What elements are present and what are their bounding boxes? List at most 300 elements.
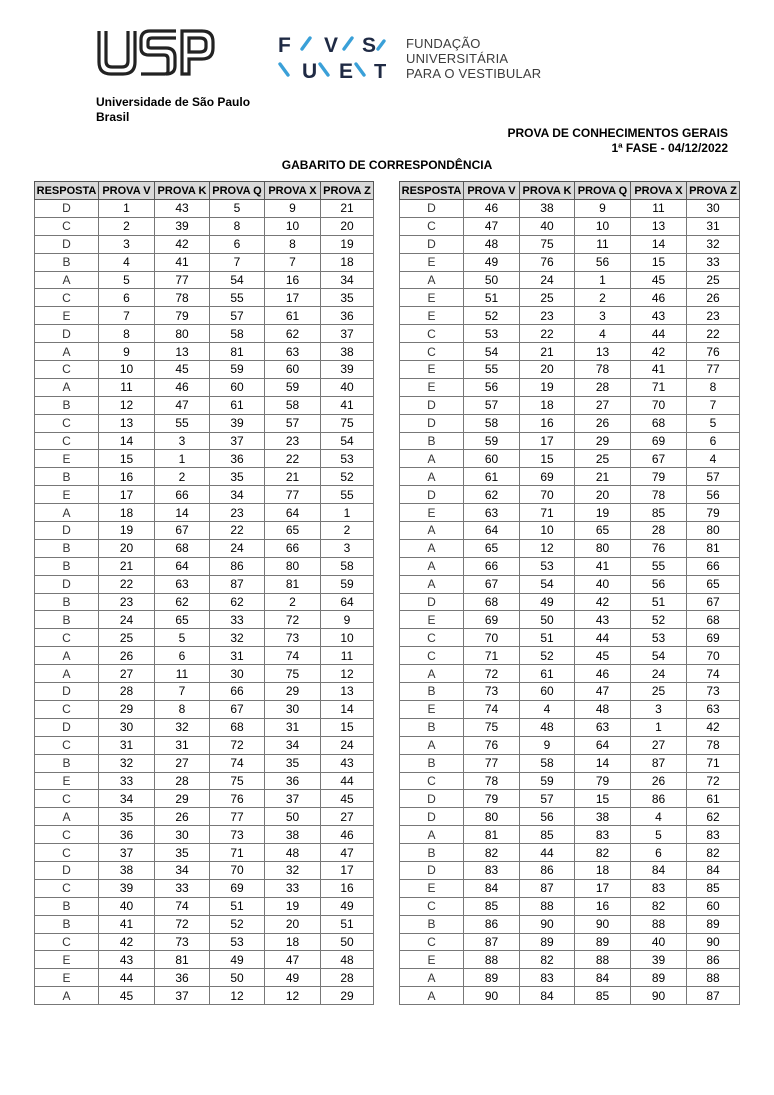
cell-prova-v: 45 (99, 987, 155, 1005)
cell-prova-q: 12 (210, 987, 265, 1005)
cell-prova-k: 90 (520, 915, 575, 933)
table-row (400, 325, 740, 343)
cell-resposta: C (400, 933, 464, 951)
cell-prova-x: 19 (265, 897, 321, 915)
cell-prova-z: 51 (321, 915, 374, 933)
cell-prova-z: 66 (687, 557, 740, 575)
cell-prova-x: 12 (265, 987, 321, 1005)
cell-prova-q: 62 (210, 593, 265, 611)
cell-prova-v: 33 (99, 772, 155, 790)
table-row (400, 861, 740, 879)
cell-prova-x: 47 (265, 951, 321, 969)
cell-prova-x: 37 (265, 790, 321, 808)
cell-resposta: E (400, 307, 464, 325)
cell-prova-x: 55 (631, 557, 687, 575)
cell-resposta: A (35, 271, 99, 289)
cell-prova-x: 83 (631, 879, 687, 897)
cell-resposta: C (35, 629, 99, 647)
cell-resposta: B (35, 915, 99, 933)
table-row (35, 343, 374, 361)
svg-text:U: U (302, 60, 318, 83)
table-row (400, 235, 740, 253)
table-row (35, 325, 374, 343)
cell-prova-x: 14 (631, 235, 687, 253)
cell-prova-k: 43 (155, 200, 210, 218)
cell-prova-x: 63 (265, 343, 321, 361)
cell-prova-x: 20 (265, 915, 321, 933)
cell-prova-x: 60 (265, 361, 321, 379)
cell-prova-v: 58 (464, 414, 520, 432)
cell-prova-v: 24 (99, 611, 155, 629)
cell-prova-k: 10 (520, 522, 575, 540)
cell-prova-v: 31 (99, 736, 155, 754)
cell-prova-q: 51 (210, 897, 265, 915)
cell-prova-x: 34 (265, 736, 321, 754)
cell-prova-z: 84 (687, 861, 740, 879)
table-row (35, 933, 374, 951)
cell-prova-z: 44 (321, 772, 374, 790)
cell-prova-z: 35 (321, 289, 374, 307)
cell-prova-q: 33 (210, 611, 265, 629)
cell-prova-z: 20 (321, 217, 374, 235)
table-row (400, 772, 740, 790)
cell-prova-z: 7 (687, 396, 740, 414)
cell-prova-k: 85 (520, 826, 575, 844)
cell-resposta: C (400, 343, 464, 361)
cell-prova-v: 63 (464, 504, 520, 522)
cell-prova-q: 10 (575, 217, 631, 235)
cell-prova-v: 46 (464, 200, 520, 218)
cell-prova-z: 1 (321, 504, 374, 522)
cell-prova-x: 65 (265, 522, 321, 540)
cell-prova-v: 16 (99, 468, 155, 486)
cell-prova-k: 64 (155, 557, 210, 575)
cell-prova-k: 62 (155, 593, 210, 611)
cell-prova-v: 19 (99, 522, 155, 540)
table-row (400, 343, 740, 361)
fuvest-name-line-2: UNIVERSITÁRIA (406, 51, 509, 66)
cell-resposta: C (35, 826, 99, 844)
cell-prova-v: 62 (464, 486, 520, 504)
cell-prova-k: 4 (520, 700, 575, 718)
cell-prova-x: 72 (265, 611, 321, 629)
cell-resposta: E (400, 504, 464, 522)
cell-prova-x: 22 (265, 450, 321, 468)
table-row (35, 307, 374, 325)
cell-prova-v: 77 (464, 754, 520, 772)
fuvest-name-line-3: PARA O VESTIBULAR (406, 66, 542, 81)
cell-resposta: E (35, 486, 99, 504)
cell-prova-v: 34 (99, 790, 155, 808)
cell-prova-k: 44 (520, 844, 575, 862)
cell-prova-v: 10 (99, 361, 155, 379)
cell-prova-x: 51 (631, 593, 687, 611)
table-row (35, 969, 374, 987)
cell-prova-v: 22 (99, 575, 155, 593)
cell-prova-x: 49 (265, 969, 321, 987)
cell-prova-k: 33 (155, 879, 210, 897)
cell-prova-k: 34 (155, 861, 210, 879)
table-row (35, 486, 374, 504)
table-row (400, 253, 740, 271)
cell-resposta: D (400, 790, 464, 808)
cell-resposta: A (400, 575, 464, 593)
cell-prova-v: 78 (464, 772, 520, 790)
cell-prova-v: 9 (99, 343, 155, 361)
table-row (35, 235, 374, 253)
cell-prova-x: 3 (631, 700, 687, 718)
cell-prova-v: 17 (99, 486, 155, 504)
cell-prova-x: 46 (631, 289, 687, 307)
cell-prova-v: 15 (99, 450, 155, 468)
cell-prova-q: 49 (210, 951, 265, 969)
cell-prova-z: 61 (687, 790, 740, 808)
cell-resposta: E (400, 700, 464, 718)
cell-prova-q: 15 (575, 790, 631, 808)
cell-prova-q: 69 (210, 879, 265, 897)
cell-prova-v: 23 (99, 593, 155, 611)
cell-prova-z: 50 (321, 933, 374, 951)
cell-prova-z: 18 (321, 253, 374, 271)
table-row (400, 790, 740, 808)
cell-prova-v: 79 (464, 790, 520, 808)
cell-prova-k: 86 (520, 861, 575, 879)
table-row (400, 754, 740, 772)
cell-prova-v: 75 (464, 718, 520, 736)
table-row (400, 378, 740, 396)
cell-prova-q: 27 (575, 396, 631, 414)
cell-resposta: B (35, 897, 99, 915)
cell-prova-x: 59 (265, 378, 321, 396)
cell-prova-v: 39 (99, 879, 155, 897)
cell-resposta: C (35, 361, 99, 379)
cell-prova-k: 29 (155, 790, 210, 808)
table-row (400, 933, 740, 951)
cell-prova-z: 10 (321, 629, 374, 647)
table-row (35, 575, 374, 593)
cell-prova-k: 41 (155, 253, 210, 271)
cell-prova-q: 61 (210, 396, 265, 414)
table-row (400, 700, 740, 718)
cell-resposta: D (400, 861, 464, 879)
cell-resposta: A (400, 450, 464, 468)
cell-resposta: B (400, 754, 464, 772)
cell-prova-k: 72 (155, 915, 210, 933)
cell-prova-x: 80 (265, 557, 321, 575)
cell-prova-k: 16 (520, 414, 575, 432)
cell-prova-k: 18 (520, 396, 575, 414)
cell-prova-q: 20 (575, 486, 631, 504)
cell-prova-v: 13 (99, 414, 155, 432)
cell-prova-q: 48 (575, 700, 631, 718)
cell-prova-z: 42 (687, 718, 740, 736)
cell-prova-q: 37 (210, 432, 265, 450)
cell-prova-k: 79 (155, 307, 210, 325)
cell-prova-z: 37 (321, 325, 374, 343)
table-row (400, 539, 740, 557)
cell-prova-z: 30 (687, 200, 740, 218)
cell-prova-x: 36 (265, 772, 321, 790)
cell-prova-v: 5 (99, 271, 155, 289)
cell-prova-x: 67 (631, 450, 687, 468)
cell-prova-x: 69 (631, 432, 687, 450)
table-row (400, 844, 740, 862)
cell-prova-q: 38 (575, 808, 631, 826)
cell-prova-v: 1 (99, 200, 155, 218)
cell-prova-k: 48 (520, 718, 575, 736)
cell-prova-z: 38 (321, 343, 374, 361)
cell-prova-v: 70 (464, 629, 520, 647)
cell-prova-z: 40 (321, 378, 374, 396)
cell-prova-x: 70 (631, 396, 687, 414)
cell-prova-v: 6 (99, 289, 155, 307)
cell-prova-v: 88 (464, 951, 520, 969)
cell-prova-q: 44 (575, 629, 631, 647)
cell-prova-v: 65 (464, 539, 520, 557)
table-row (400, 307, 740, 325)
cell-resposta: C (35, 736, 99, 754)
cell-prova-x: 90 (631, 987, 687, 1005)
cell-prova-x: 48 (265, 844, 321, 862)
cell-prova-q: 75 (210, 772, 265, 790)
cell-prova-z: 16 (321, 879, 374, 897)
cell-prova-q: 23 (210, 504, 265, 522)
cell-prova-v: 4 (99, 253, 155, 271)
cell-prova-k: 49 (520, 593, 575, 611)
cell-resposta: C (35, 700, 99, 718)
table-row (35, 593, 374, 611)
cell-prova-x: 21 (265, 468, 321, 486)
cell-prova-k: 22 (520, 325, 575, 343)
cell-prova-x: 16 (265, 271, 321, 289)
cell-prova-z: 28 (321, 969, 374, 987)
cell-prova-v: 81 (464, 826, 520, 844)
cell-prova-z: 55 (321, 486, 374, 504)
cell-prova-k: 17 (520, 432, 575, 450)
cell-prova-x: 82 (631, 897, 687, 915)
cell-resposta: A (400, 271, 464, 289)
cell-prova-q: 18 (575, 861, 631, 879)
cell-resposta: A (400, 665, 464, 683)
svg-text:V: V (324, 34, 339, 57)
cell-prova-q: 71 (210, 844, 265, 862)
cell-prova-q: 1 (575, 271, 631, 289)
cell-prova-q: 17 (575, 879, 631, 897)
cell-prova-z: 15 (321, 718, 374, 736)
cell-prova-k: 28 (155, 772, 210, 790)
table-row (35, 271, 374, 289)
cell-prova-v: 60 (464, 450, 520, 468)
cell-prova-v: 26 (99, 647, 155, 665)
table-row (400, 486, 740, 504)
cell-prova-z: 21 (321, 200, 374, 218)
table-row (400, 522, 740, 540)
cell-prova-z: 80 (687, 522, 740, 540)
cell-prova-x: 61 (265, 307, 321, 325)
cell-prova-z: 73 (687, 683, 740, 701)
cell-prova-z: 24 (321, 736, 374, 754)
cell-prova-z: 58 (321, 557, 374, 575)
cell-prova-v: 50 (464, 271, 520, 289)
cell-resposta: D (35, 235, 99, 253)
cell-prova-q: 67 (210, 700, 265, 718)
cell-prova-k: 8 (155, 700, 210, 718)
cell-prova-x: 68 (631, 414, 687, 432)
cell-resposta: A (35, 504, 99, 522)
cell-prova-z: 48 (321, 951, 374, 969)
cell-prova-x: 62 (265, 325, 321, 343)
cell-prova-k: 45 (155, 361, 210, 379)
cell-prova-v: 32 (99, 754, 155, 772)
cell-prova-v: 44 (99, 969, 155, 987)
exam-phase-date: 1ª FASE - 04/12/2022 (611, 141, 728, 155)
cell-prova-z: 77 (687, 361, 740, 379)
table-row (35, 700, 374, 718)
cell-prova-q: 72 (210, 736, 265, 754)
cell-prova-z: 9 (321, 611, 374, 629)
cell-prova-q: 34 (210, 486, 265, 504)
cell-prova-z: 65 (687, 575, 740, 593)
table-row (400, 969, 740, 987)
cell-prova-k: 70 (520, 486, 575, 504)
cell-prova-k: 78 (155, 289, 210, 307)
cell-prova-v: 80 (464, 808, 520, 826)
column-header-prova-k: PROVA K (520, 182, 575, 200)
cell-prova-z: 85 (687, 879, 740, 897)
table-row (400, 808, 740, 826)
cell-prova-k: 23 (520, 307, 575, 325)
cell-prova-z: 79 (687, 504, 740, 522)
table-row (400, 414, 740, 432)
cell-prova-z: 62 (687, 808, 740, 826)
cell-resposta: D (35, 683, 99, 701)
cell-resposta: A (35, 647, 99, 665)
cell-prova-k: 58 (520, 754, 575, 772)
cell-prova-k: 5 (155, 629, 210, 647)
column-header-prova-v: PROVA V (464, 182, 520, 200)
cell-resposta: A (400, 557, 464, 575)
exam-info (508, 126, 728, 156)
cell-prova-x: 84 (631, 861, 687, 879)
cell-prova-q: 88 (575, 951, 631, 969)
table-row (35, 522, 374, 540)
cell-prova-q: 56 (575, 253, 631, 271)
cell-prova-v: 3 (99, 235, 155, 253)
cell-prova-x: 43 (631, 307, 687, 325)
cell-prova-v: 53 (464, 325, 520, 343)
table-row (35, 772, 374, 790)
cell-resposta: B (400, 683, 464, 701)
cell-prova-q: 41 (575, 557, 631, 575)
exam-name: PROVA DE CONHECIMENTOS GERAIS (507, 126, 728, 140)
table-row (35, 844, 374, 862)
cell-prova-q: 13 (575, 343, 631, 361)
cell-prova-q: 58 (210, 325, 265, 343)
column-header-prova-v: PROVA V (99, 182, 155, 200)
cell-prova-x: 79 (631, 468, 687, 486)
cell-prova-q: 76 (210, 790, 265, 808)
cell-prova-k: 57 (520, 790, 575, 808)
cell-resposta: C (400, 629, 464, 647)
cell-prova-z: 64 (321, 593, 374, 611)
cell-prova-z: 88 (687, 969, 740, 987)
cell-resposta: D (35, 325, 99, 343)
table-row (35, 826, 374, 844)
cell-prova-x: 87 (631, 754, 687, 772)
cell-prova-x: 53 (631, 629, 687, 647)
cell-prova-v: 27 (99, 665, 155, 683)
cell-prova-q: 81 (210, 343, 265, 361)
table-row (400, 557, 740, 575)
cell-prova-z: 23 (687, 307, 740, 325)
cell-prova-q: 53 (210, 933, 265, 951)
cell-prova-q: 74 (210, 754, 265, 772)
cell-prova-v: 69 (464, 611, 520, 629)
cell-prova-v: 71 (464, 647, 520, 665)
cell-prova-x: 30 (265, 700, 321, 718)
cell-prova-q: 80 (575, 539, 631, 557)
fuvest-logo-mark (278, 34, 387, 86)
cell-prova-k: 46 (155, 378, 210, 396)
cell-prova-z: 82 (687, 844, 740, 862)
cell-prova-v: 20 (99, 539, 155, 557)
cell-prova-v: 47 (464, 217, 520, 235)
cell-prova-v: 76 (464, 736, 520, 754)
cell-resposta: B (35, 611, 99, 629)
cell-prova-v: 42 (99, 933, 155, 951)
cell-prova-z: 8 (687, 378, 740, 396)
cell-resposta: B (400, 915, 464, 933)
cell-prova-z: 86 (687, 951, 740, 969)
cell-prova-z: 13 (321, 683, 374, 701)
cell-prova-k: 13 (155, 343, 210, 361)
cell-resposta: E (400, 879, 464, 897)
column-header-prova-z: PROVA Z (687, 182, 740, 200)
cell-prova-v: 48 (464, 235, 520, 253)
cell-prova-z: 57 (687, 468, 740, 486)
cell-prova-k: 76 (520, 253, 575, 271)
column-header-prova-k: PROVA K (155, 182, 210, 200)
cell-prova-k: 50 (520, 611, 575, 629)
cell-resposta: A (400, 736, 464, 754)
cell-prova-q: 25 (575, 450, 631, 468)
cell-prova-q: 36 (210, 450, 265, 468)
cell-prova-z: 52 (321, 468, 374, 486)
table-row (400, 647, 740, 665)
cell-prova-x: 32 (265, 861, 321, 879)
table-row (35, 504, 374, 522)
cell-prova-v: 41 (99, 915, 155, 933)
cell-prova-v: 73 (464, 683, 520, 701)
table-row (400, 396, 740, 414)
cell-prova-q: 59 (210, 361, 265, 379)
table-row (35, 718, 374, 736)
cell-prova-x: 10 (265, 217, 321, 235)
cell-prova-x: 86 (631, 790, 687, 808)
cell-prova-x: 81 (265, 575, 321, 593)
cell-prova-x: 1 (631, 718, 687, 736)
cell-resposta: B (35, 253, 99, 271)
cell-prova-q: 50 (210, 969, 265, 987)
cell-resposta: C (35, 933, 99, 951)
cell-prova-x: 17 (265, 289, 321, 307)
cell-prova-v: 12 (99, 396, 155, 414)
cell-resposta: A (400, 969, 464, 987)
cell-prova-k: 31 (155, 736, 210, 754)
cell-prova-q: 32 (210, 629, 265, 647)
cell-prova-k: 37 (155, 987, 210, 1005)
cell-prova-k: 61 (520, 665, 575, 683)
